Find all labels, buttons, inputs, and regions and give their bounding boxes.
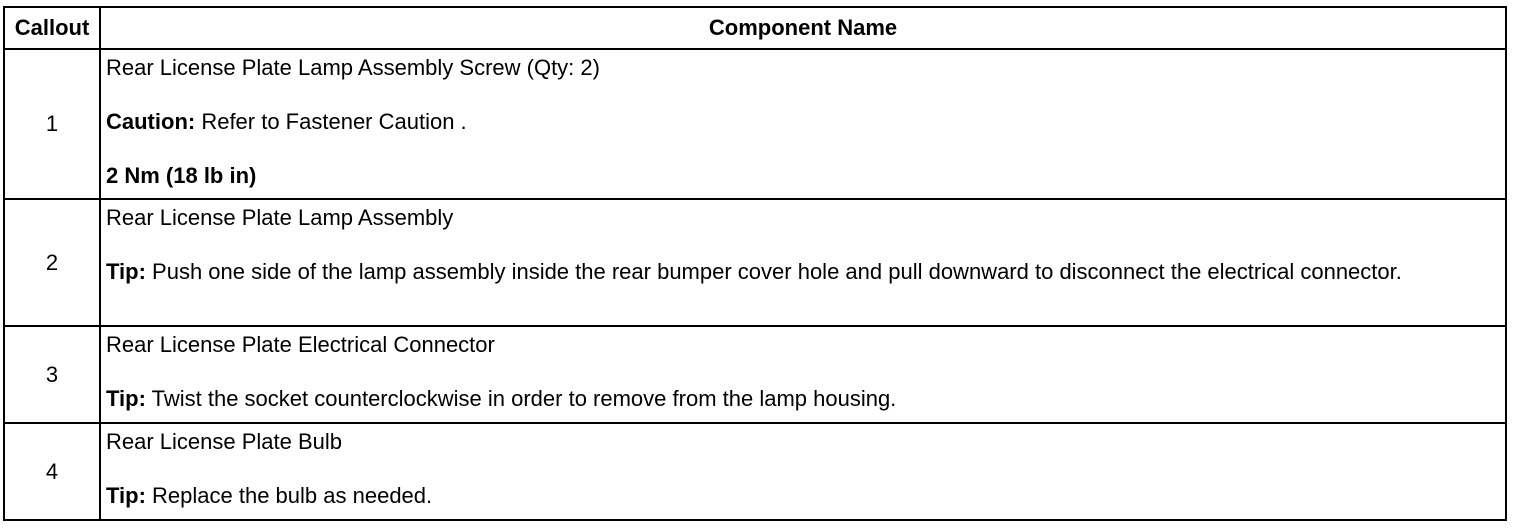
tip-text: Replace the bulb as needed. (145, 483, 433, 508)
tip-label: Tip: (106, 259, 146, 284)
caution-label: Caution: (106, 109, 196, 134)
callout-header: Callout (4, 7, 100, 49)
tip-text: Push one side of the lamp assembly inside the rear bumper cover hole and pull downward to disconnect the electrical connector. (145, 259, 1402, 284)
table-row (4, 423, 1506, 520)
tip-note (106, 259, 1497, 285)
table-row (4, 49, 1506, 199)
component-description (100, 199, 1506, 326)
tip-text: Twist the socket counterclockwise in order to remove from the lamp housing. (145, 386, 897, 411)
component-name: Rear License Plate Electrical Connector (106, 332, 495, 357)
tip-note (106, 483, 1497, 509)
caution-text: Refer to Fastener Caution . (195, 109, 467, 134)
callout-number: 3 (4, 326, 100, 423)
component-table-wrapper (3, 6, 1507, 521)
torque-spec: 2 Nm (18 lb in) (106, 163, 257, 188)
caution-note (106, 109, 1497, 135)
table-header-row (4, 7, 1506, 49)
callout-number: 1 (4, 49, 100, 199)
tip-label: Tip: (106, 386, 146, 411)
component-name: Rear License Plate Lamp Assembly Screw (Qty: 2) (106, 55, 600, 80)
callout-number: 2 (4, 199, 100, 326)
table-row (4, 199, 1506, 326)
component-description (100, 423, 1506, 520)
component-table (3, 6, 1507, 521)
tip-note (106, 386, 1497, 412)
component-name: Rear License Plate Bulb (106, 429, 343, 454)
tip-label: Tip: (106, 483, 146, 508)
table-row (4, 326, 1506, 423)
component-description (100, 326, 1506, 423)
component-name: Rear License Plate Lamp Assembly (106, 205, 454, 230)
component-name-header: Component Name (100, 7, 1506, 49)
component-description (100, 49, 1506, 199)
callout-number: 4 (4, 423, 100, 520)
